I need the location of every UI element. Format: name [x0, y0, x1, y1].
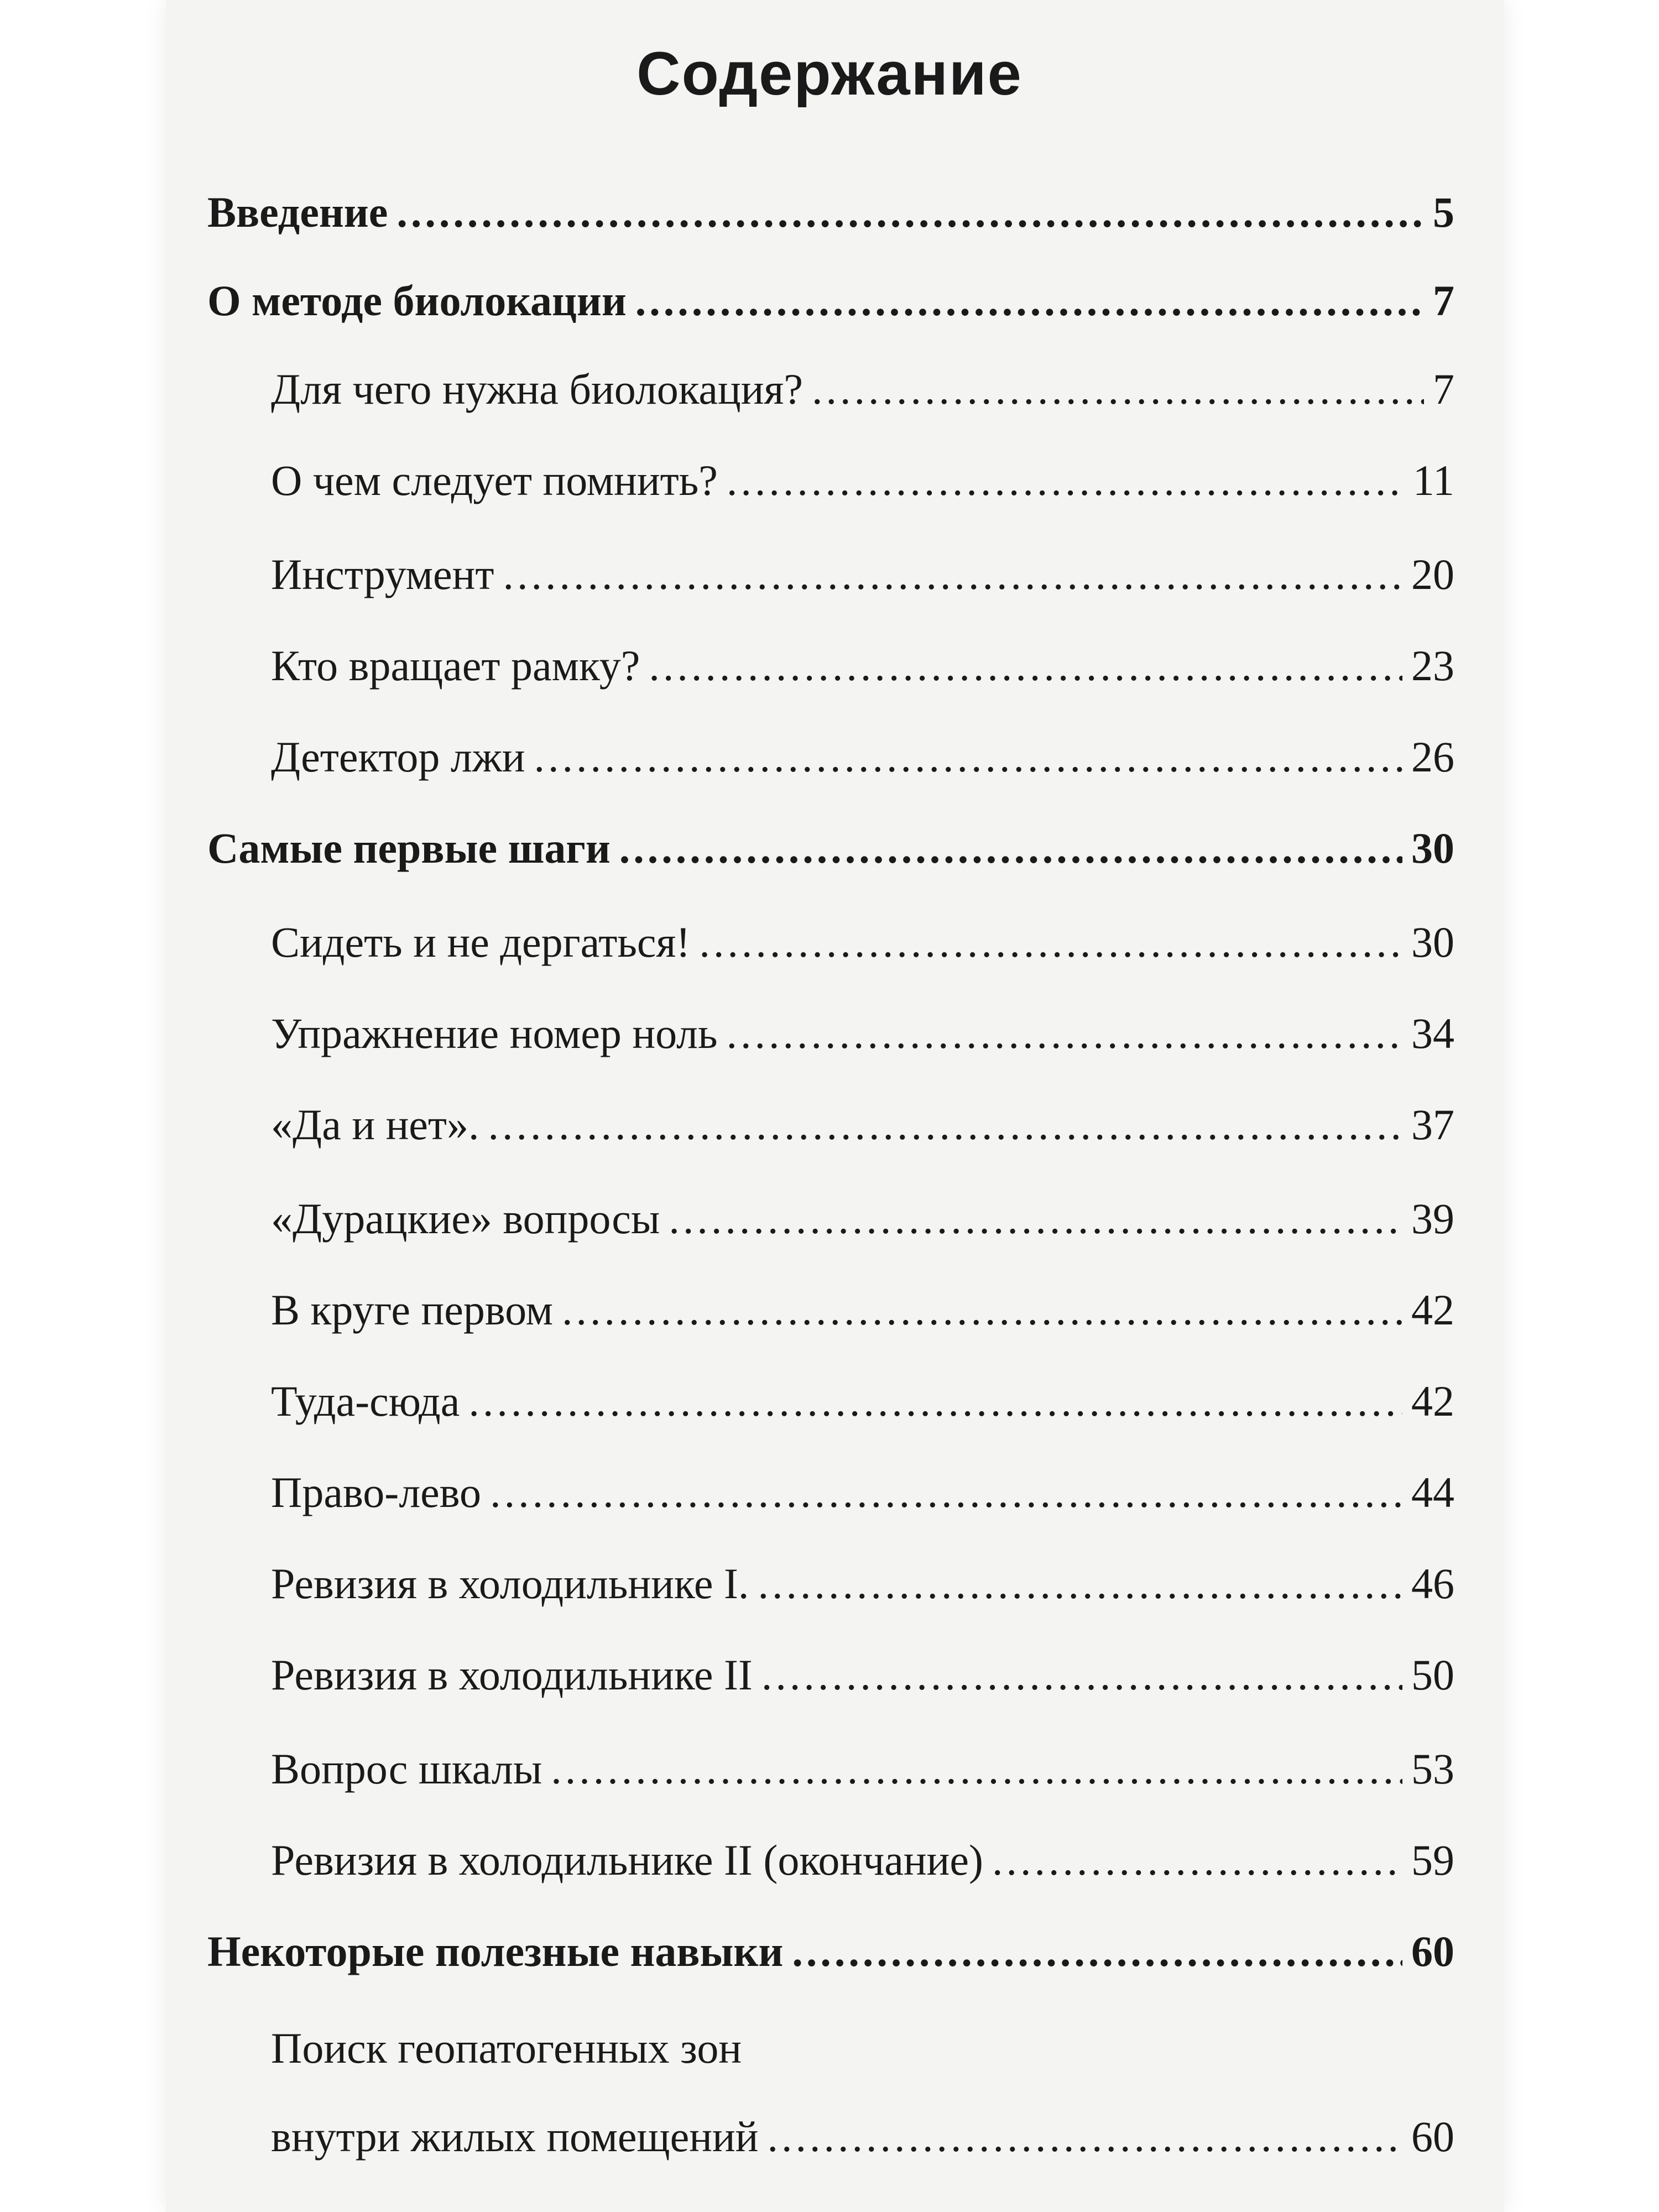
- dot-leader: [792, 1930, 1402, 1973]
- dot-leader: [758, 1562, 1402, 1605]
- dot-leader: [635, 279, 1424, 322]
- toc-entry: [271, 1747, 1454, 1791]
- toc-entry: [271, 365, 1454, 413]
- toc-section: [207, 276, 1454, 325]
- toc-page-number: 44: [1411, 1468, 1454, 1516]
- page-title: Содержание: [637, 40, 1022, 108]
- toc-entry: [271, 1468, 1454, 1516]
- dot-leader: [397, 191, 1424, 234]
- toc-entry-label: Ревизия в холодильнике II (окончание): [271, 1836, 983, 1884]
- toc-entry: [271, 1009, 1454, 1057]
- toc-entry-label: Ревизия в холодильнике I.: [271, 1559, 749, 1608]
- toc-page-number: 30: [1411, 824, 1454, 872]
- toc-entry: [271, 1288, 1454, 1332]
- dot-leader: [534, 735, 1402, 779]
- toc-section: [207, 188, 1454, 236]
- toc-page-number: 11: [1412, 456, 1454, 504]
- toc-entry-label: «Да и нет».: [271, 1100, 479, 1149]
- dot-leader: [761, 1653, 1402, 1697]
- toc-entry-label: Кто вращает рамку?: [271, 641, 640, 690]
- toc-page-number: 5: [1433, 188, 1454, 236]
- toc-entry-label: Упражнение номер ноль: [271, 1009, 718, 1057]
- toc-page-number: 42: [1411, 1377, 1454, 1425]
- dot-leader: [649, 644, 1402, 687]
- toc-page-number: 7: [1433, 365, 1454, 413]
- toc-section-label: Введение: [207, 188, 388, 236]
- toc-page-number: 20: [1411, 550, 1454, 598]
- toc-entry: [271, 1836, 1454, 1884]
- dot-leader: [992, 1839, 1402, 1882]
- toc-entry: [271, 1653, 1454, 1697]
- dot-leader: [490, 1471, 1402, 1514]
- dot-leader: [488, 1103, 1402, 1146]
- toc-entry: [271, 641, 1454, 690]
- toc-entry-label: Ревизия в холодильнике II: [271, 1651, 753, 1699]
- toc-entry-label: внутри жилых помещений: [271, 2112, 759, 2161]
- toc-entry-label: Сидеть и не дергаться!: [271, 918, 691, 966]
- dot-leader: [551, 1747, 1402, 1791]
- toc-entry-label: Вопрос шкалы: [271, 1745, 542, 1793]
- toc-page-number: 60: [1411, 1927, 1454, 1975]
- dot-leader: [619, 827, 1402, 870]
- toc-page-number: 53: [1411, 1745, 1454, 1793]
- toc-section: [207, 1927, 1454, 1975]
- dot-leader: [727, 1012, 1402, 1055]
- toc-entry-label: Инструмент: [271, 550, 494, 598]
- dot-leader: [727, 459, 1404, 502]
- toc-entry: [271, 550, 1454, 598]
- toc-entry-label: Детектор лжи: [271, 733, 525, 781]
- toc-entry: [271, 2112, 1454, 2161]
- toc-section-label: О методе биолокации: [207, 276, 627, 325]
- toc-page-number: 46: [1411, 1559, 1454, 1608]
- toc-page-number: 30: [1411, 918, 1454, 966]
- toc-section-label: Некоторые полезные навыки: [207, 1927, 784, 1975]
- toc-entry: [271, 1559, 1454, 1608]
- dot-leader: [503, 553, 1402, 596]
- toc-page-number: 50: [1411, 1651, 1454, 1699]
- toc-page-number: 7: [1433, 276, 1454, 325]
- toc-entry: [271, 1100, 1454, 1149]
- toc-entry: [271, 456, 1454, 504]
- dot-leader: [812, 368, 1424, 411]
- toc-section-label: Самые первые шаги: [207, 824, 611, 872]
- toc-entry-label: Право-лево: [271, 1468, 482, 1516]
- toc-page-number: 34: [1411, 1009, 1454, 1057]
- dot-leader: [468, 1380, 1402, 1423]
- toc-page-number: 59: [1411, 1836, 1454, 1884]
- toc-entry: [271, 1377, 1454, 1425]
- toc-entry-label: Для чего нужна биолокация?: [271, 365, 804, 413]
- toc-entry: [271, 735, 1454, 779]
- toc-entry-line1: Поиск геопатогенных зон: [271, 2024, 742, 2072]
- toc-entry-label: Туда-сюда: [271, 1377, 460, 1425]
- dot-leader: [669, 1197, 1402, 1240]
- toc-entry-label: В круге первом: [271, 1286, 554, 1334]
- toc-page-number: 26: [1411, 733, 1454, 781]
- toc-entry-label: О чем следует помнить?: [271, 456, 718, 504]
- toc-page-number: 39: [1411, 1194, 1454, 1243]
- toc-page-number: 23: [1411, 641, 1454, 690]
- toc-entry: [271, 1194, 1454, 1243]
- toc-page-number: 42: [1411, 1286, 1454, 1334]
- toc-entry-label: «Дурацкие» вопросы: [271, 1194, 660, 1243]
- toc-page-number: 37: [1411, 1100, 1454, 1149]
- dot-leader: [699, 921, 1402, 964]
- toc-section: [207, 824, 1454, 872]
- toc-entry: [271, 918, 1454, 966]
- toc-page-number: 60: [1411, 2112, 1454, 2161]
- dot-leader: [767, 2115, 1402, 2158]
- dot-leader: [562, 1288, 1402, 1332]
